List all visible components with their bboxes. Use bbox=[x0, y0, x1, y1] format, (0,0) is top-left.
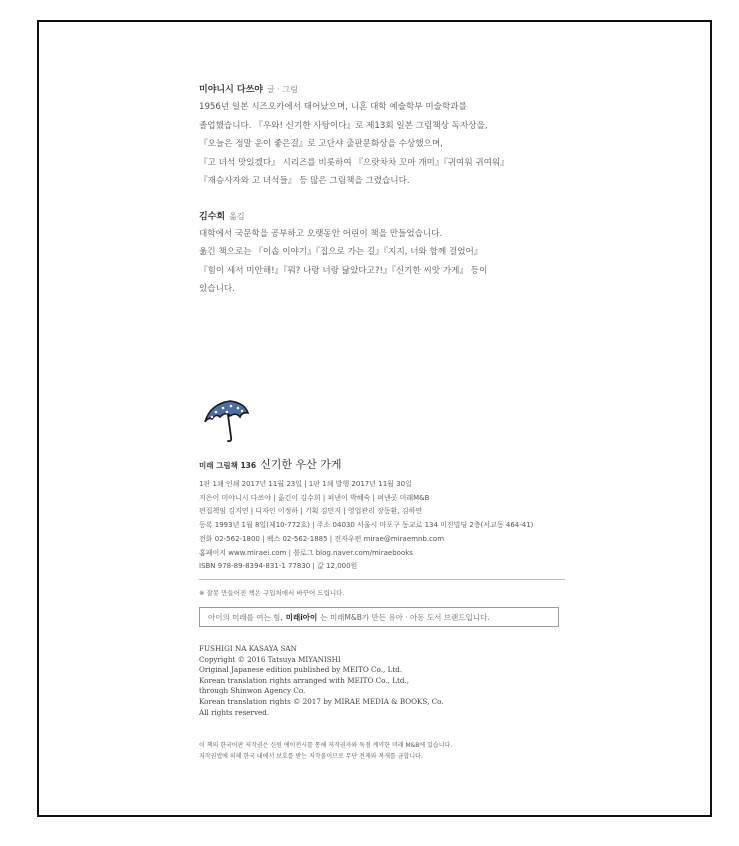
exchange-notice: ※ 잘못 만들어진 책은 구입처에서 바꾸어 드립니다. bbox=[199, 589, 345, 597]
copyright-line: through Shinwon Agency Co. bbox=[199, 686, 306, 696]
copyright-line: FUSHIGI NA KASAYA SAN bbox=[199, 644, 297, 653]
copyright-line: Korean translation rights arranged with MEITO Co., Ltd., bbox=[199, 675, 410, 685]
author-bio-line: 『오늘은 정말 운이 좋은걸』로 고단샤 출판문화상을 수상했으며, bbox=[199, 139, 443, 149]
imprint-line: 전화 02-562-1800 | 팩스 02-562-1885 | 전자우편 mirae@miraemnb.com bbox=[199, 534, 445, 543]
author-bio-line: 『재승사자와 고 녀석들』 등 많은 그림책을 그렸습니다. bbox=[199, 176, 410, 186]
author-bio-line: 『고 녀석 맛있겠다』 시리즈를 비롯하여 『으랏차차 꼬마 개미』『귀여워 귀여워』 bbox=[199, 157, 509, 168]
imprint-line: 등록 1993년 1월 8일(제10-772호) | 주소 04030 서울시 마포구 동교로 134 미진빌딩 2층(서교동 464-41) bbox=[199, 521, 534, 530]
copyright-line: Korean translation rights © 2017 by MIRAE MEDIA & BOOKS, Co. bbox=[199, 696, 444, 706]
author-role: 글 · 그림 bbox=[267, 85, 298, 94]
translator-bio-line: 있습니다. bbox=[199, 284, 235, 294]
series-name: 미래 그림책 136 bbox=[199, 461, 257, 470]
brand-suffix: 는 미래M&B가 만든 유아 · 아동 도서 브랜드입니다. bbox=[320, 612, 490, 622]
imprint-line: 편집책임 김지연 | 디자인 이정하 | 기획 김민지 | 영업관리 장동환, 김하연 bbox=[199, 507, 423, 516]
brand-box bbox=[199, 607, 559, 627]
imprint-line: 1판 1쇄 인쇄 2017년 11월 23일 | 1판 1쇄 발행 2017년 11월 30일 bbox=[199, 480, 412, 488]
book-page bbox=[37, 20, 712, 817]
divider bbox=[199, 579, 565, 580]
book-title bbox=[199, 456, 579, 472]
translator-bio bbox=[199, 225, 619, 299]
author-name: 미야니시 다쓰야 bbox=[199, 85, 263, 95]
author-bio-line: 졸업했습니다. 『우와! 신기한 사탕이다』로 제13회 일본 그림책상 독자상을, bbox=[199, 120, 488, 131]
brand-name: 미래i아이 bbox=[285, 612, 318, 622]
title-text: 신기한 우산 가게 bbox=[260, 458, 342, 471]
author-bio-line: 1956년 일본 시즈오카에서 태어났으며, 니혼 대학 예술학부 미술학과를 bbox=[199, 102, 467, 112]
translator-bio-line: 옮긴 책으로는 『이솝 이야기』『집으로 가는 길』『지지, 너와 함께 걸었어』 bbox=[199, 247, 483, 257]
imprint-line: ISBN 978-89-8394-831-1 77830 | 값 12,000원 bbox=[199, 562, 358, 571]
copyright-block bbox=[199, 644, 444, 718]
imprint-lines bbox=[199, 478, 579, 574]
translator-role: 옮김 bbox=[229, 211, 245, 221]
brand-prefix: 아이의 미래를 여는 힘, bbox=[208, 612, 283, 622]
legal-line: 저작권법에 의해 한국 내에서 보호를 받는 저작물이므로 무단 전재와 복제를 금합니다. bbox=[199, 753, 423, 760]
translator-name: 김수희 bbox=[199, 211, 226, 222]
author-heading bbox=[199, 82, 619, 95]
imprint-line: 지은이 미야니시 다쓰야 | 옮긴이 김수희 | 펴낸이 박혜숙 | 펴낸곳 미래M&B bbox=[199, 493, 430, 502]
translator-bio-line: 대학에서 국문학을 공부하고 오랫동안 어린이 책을 만들었습니다. bbox=[199, 228, 443, 239]
umbrella-icon bbox=[202, 398, 250, 444]
copyright-line: Original Japanese edition published by MEITO Co., Ltd. bbox=[199, 665, 403, 675]
legal-notice bbox=[199, 740, 452, 762]
imprint-block bbox=[199, 456, 579, 574]
legal-line: 이 책의 한국어판 저작권은 신원 에이전시를 통해 저작권자와 독점 계약한 미래 M&B에 있습니다. bbox=[199, 742, 453, 749]
translator-heading bbox=[199, 209, 619, 222]
imprint-line: 홈페이지 www.miraei.com | 블로그 blog.naver.com/miraebooks bbox=[199, 548, 413, 557]
copyright-line: Copyright © 2016 Tatsuya MIYANISHI bbox=[199, 654, 341, 664]
copyright-line: All rights reserved. bbox=[199, 707, 270, 717]
translator-bio-line: 『힘이 세서 미안해!』『뭐? 나랑 너랑 닮았다고?!』『신기한 씨앗 가게』 등이 bbox=[199, 265, 488, 276]
author-bio bbox=[199, 98, 619, 191]
bio-section bbox=[199, 82, 619, 299]
